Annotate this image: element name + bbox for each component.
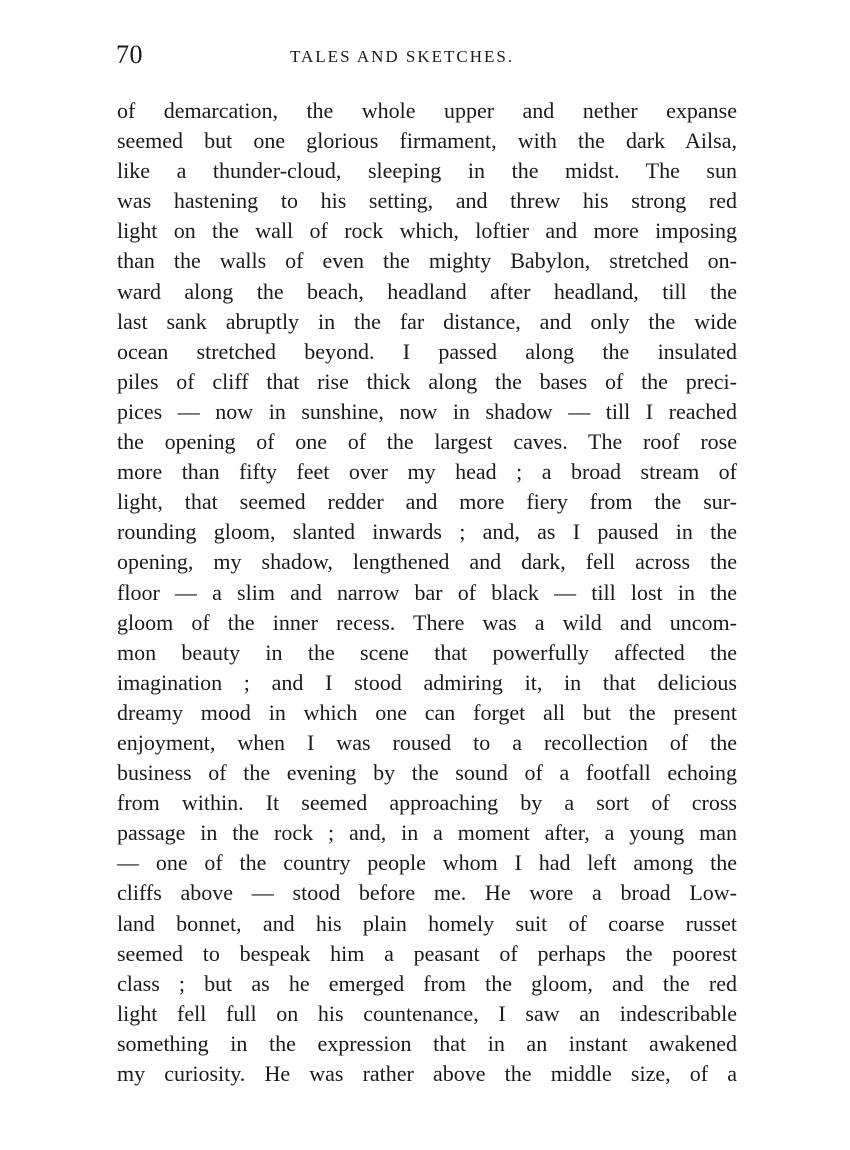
text-line: from within. It seemed approaching by a sort of cross — [117, 790, 737, 816]
text-line: imagination ; and I stood admiring it, in that delicious — [117, 669, 737, 695]
text-line: something in the expression that in an instant awakened — [117, 1030, 737, 1056]
text-line: opening, my shadow, lengthened and dark, fell across the — [117, 549, 737, 575]
text-line: gloom of the inner recess. There was a wild and uncom- — [117, 609, 737, 635]
text-line: piles of cliff that rise thick along the bases of the preci- — [117, 368, 737, 394]
text-line: my curiosity. He was rather above the middle size, of a — [117, 1061, 737, 1086]
text-line: dreamy mood in which one can forget all but the present — [117, 699, 737, 725]
text-line: ocean stretched beyond. I passed along the insulated — [117, 338, 737, 364]
text-line: the opening of one of the largest caves. The roof rose — [117, 429, 737, 455]
text-line: like a thunder-cloud, sleeping in the midst. The sun — [117, 158, 737, 184]
running-title: TALES AND SKETCHES. — [290, 47, 515, 66]
text-line: floor — a slim and narrow bar of black — till lost in the — [117, 579, 737, 605]
text-line: ward along the beach, headland after headland, till the — [117, 278, 737, 304]
text-line: rounding gloom, slanted inwards ; and, as I paused in the — [117, 519, 737, 545]
text-line: mon beauty in the scene that powerfully affected the — [117, 639, 737, 665]
text-line: passage in the rock ; and, in a moment after, a young man — [117, 820, 737, 846]
text-line: cliffs above — stood before me. He wore a broad Low- — [117, 880, 737, 906]
text-line: enjoyment, when I was roused to a recollection of the — [117, 729, 737, 755]
text-line: of demarcation, the whole upper and nether expanse — [117, 98, 737, 123]
text-line: business of the evening by the sound of a footfall echoing — [117, 760, 737, 786]
text-line: light, that seemed redder and more fiery from the sur- — [117, 489, 737, 515]
text-line: pices — now in sunshine, now in shadow — till I reached — [117, 398, 737, 424]
text-line: last sank abruptly in the far distance, and only the wide — [117, 308, 737, 334]
text-line: than the walls of even the mighty Babylon, stretched on- — [117, 248, 737, 274]
text-line: land bonnet, and his plain homely suit of coarse russet — [117, 910, 737, 936]
text-line: more than fifty feet over my head ; a broad stream of — [117, 459, 737, 485]
text-line: — one of the country people whom I had left among the — [117, 850, 737, 876]
text-line: class ; but as he emerged from the gloom, and the red — [117, 970, 737, 996]
text-line: was hastening to his setting, and threw his strong red — [117, 188, 737, 214]
text-line: light on the wall of rock which, loftier and more imposing — [117, 218, 737, 244]
text-line: seemed to bespeak him a peasant of perhaps the poorest — [117, 940, 737, 966]
text-line: light fell full on his countenance, I saw an indescribable — [117, 1000, 737, 1026]
page-number: 70 — [116, 40, 143, 69]
body-text — [117, 96, 737, 1089]
text-line: seemed but one glorious firmament, with the dark Ailsa, — [117, 128, 737, 154]
